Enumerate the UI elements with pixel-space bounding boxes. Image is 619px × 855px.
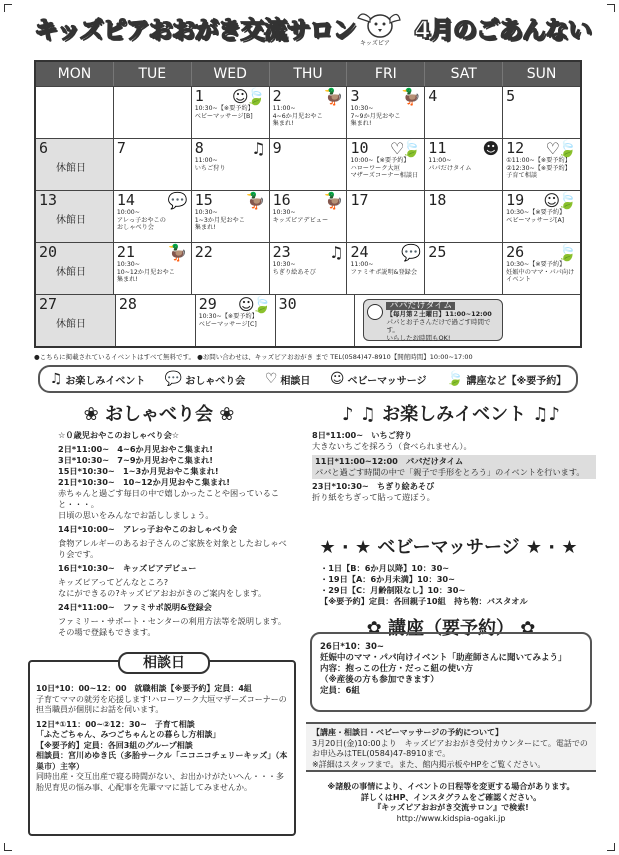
calendar-day-cell (270, 139, 348, 190)
kouza-section (310, 632, 592, 712)
event-desc: 折り紙をちぎって貼って遊ぼう。 (312, 492, 435, 502)
footer (306, 782, 596, 824)
calendar-day-cell (36, 295, 116, 346)
day-number: 2 (272, 87, 282, 105)
papa-face-icon: ☻ (482, 139, 500, 158)
calendar-day-cell (36, 243, 114, 294)
calendar-day-cell (425, 139, 503, 190)
tanoshimi-events (306, 430, 596, 503)
event-line: （※産後の方も参加できます） (320, 675, 439, 685)
papa-time-cell (355, 295, 580, 346)
oshaberi-section (28, 400, 290, 641)
day-event-text: 11:00~ いちご狩り (194, 157, 226, 172)
event-head: 12日*①11：00~②12：30~ 子育て相談 (36, 719, 195, 729)
page-title: キッズピアおおがき交流サロン (34, 16, 356, 44)
calendar-day-cell (196, 295, 276, 346)
legend-item: 💬 おしゃべり会 (164, 371, 246, 387)
leaf-icon: 🍃 (251, 295, 272, 314)
legend-item: ☺ ベビーマッサージ (329, 371, 427, 387)
day-number: 27 (39, 295, 58, 313)
event-line: ・19日【A：6か月未満】10：30~ (320, 574, 455, 584)
event-line: ・29日【C：月齢制限なし】10：30~ (320, 585, 466, 595)
event-head: 26日*10：30~ (320, 642, 385, 652)
section-title: ★ · ★ ベビーマッサージ ★ · ★ (319, 537, 578, 558)
calendar-body (36, 86, 580, 346)
section-title: ♪ ♫ お楽しみイベント ♫♪ (341, 404, 561, 425)
day-number: 25 (428, 243, 447, 261)
crop-mark (4, 843, 12, 851)
event-desc: 子育てママの就労を応援します!ハローワーク大垣マザーズコーナーの担当職員が個別にお話を伺います。 (36, 694, 287, 714)
calendar-day-cell (36, 139, 114, 190)
baby-face-icon: ☺ (237, 295, 255, 314)
day-event-text: 10:30~【※要予約】 ベビーマッサージ[A] (506, 209, 566, 224)
day-number: 20 (39, 243, 58, 261)
music-note-icon: ♫ (329, 243, 344, 262)
event-desc: パパと過ごす時間の中で「親子で手形をとろう」のイベントを行います。 (315, 467, 585, 477)
reservation-body: 3月20日(金)10:00より キッズピアおおがき受付カウンターにて。電話でのお申込みはTEL(0584)47-8910まで。 ※詳細はスタッフまで。また、館内掲示板やHPをご覧ください。 (312, 738, 588, 769)
crop-mark (607, 843, 615, 851)
calendar-day-cell (425, 191, 503, 242)
day-number: 3 (350, 87, 360, 105)
calendar-day-cell (36, 87, 114, 138)
day-event-text: 10:30~【※要予約】 ベビーマッサージ[B] (194, 105, 254, 120)
event-line: ・1日【B：6か月以降】10：30~ (320, 563, 450, 573)
event-desc: ファミリー・サポート・センターの利用方法等を説明します。その場で登録もできます。 (58, 616, 287, 637)
papa-time-box (363, 299, 503, 341)
baby-massage-section (306, 533, 591, 607)
duck-icon: 🦆 (323, 191, 344, 210)
calendar (34, 60, 582, 348)
legend (38, 365, 578, 393)
footer-line: ※諸般の事情により、イベントの日程等を変更する場合があります。 (327, 782, 575, 791)
section-title: ✿ 講座（要予約） ✿ (366, 618, 536, 639)
event-desc: 食物アレルギーのあるお子さんのご家族を対象としたおしゃべり会です。 (58, 538, 287, 559)
calendar-day-cell (192, 243, 270, 294)
event-head: 24日*11:00~ ファミサポ説明&登録会 (58, 602, 212, 612)
day-header: MON (36, 62, 114, 86)
day-number: 19 (506, 191, 525, 209)
event-head: 8日*11:00~ いちご狩り (312, 430, 413, 440)
closed-label: 休館日 (56, 163, 86, 174)
event-staff: 相談員：宮川めゆき氏（多胎サークル「ニコニコチェリーキッズ」（本巣市）主宰） (36, 751, 288, 771)
calendar-day-cell (36, 191, 114, 242)
oshaberi-events (28, 430, 290, 638)
day-number: 1 (194, 87, 204, 105)
duck-icon: 🦆 (167, 243, 188, 262)
day-number: 28 (118, 295, 137, 313)
day-event-text: 10:30~ 7~9か月児おやこ 集まれ! (350, 105, 401, 127)
event-desc: 大きないちごを採ろう（食べられません）。 (312, 441, 472, 451)
day-event-text: 10:30~ 10~12か月児おやこ 集まれ! (116, 261, 175, 283)
calendar-day-cell (425, 243, 503, 294)
day-header: FRI (347, 62, 425, 86)
day-number: 9 (272, 139, 282, 157)
calendar-day-cell (503, 87, 580, 138)
calendar-day-cell (270, 243, 348, 294)
closed-label: 休館日 (56, 267, 86, 278)
day-number: 4 (428, 87, 438, 105)
footer-line: 『キッズピアおおがき交流サロン』で検索! (373, 803, 529, 812)
duck-icon: 🦆 (323, 87, 344, 106)
section-title: 相談日 (118, 652, 210, 674)
leaf-icon: 🍃 (446, 371, 464, 387)
event-head: 23日*10:30~ ちぎり絵あそび (312, 481, 435, 491)
event-line: 定員：6組 (320, 686, 360, 696)
day-number: 6 (39, 139, 49, 157)
reservation-notice (306, 722, 596, 772)
event-line: 妊娠中のママ・パパ向けイベント「助産師さんに聞いてみよう」 (320, 653, 567, 663)
event-line: 15日*10:30~ 1~3か月児おやこ集まれ! (58, 466, 219, 476)
crop-mark (607, 4, 615, 12)
event-desc: 赤ちゃんと過ごす毎日の中で嬉しかったことや困っていること・・・。 日頃の思いをみんなでお話ししましょう。 (58, 488, 280, 520)
calendar-day-cell (270, 87, 348, 138)
day-event-text: 10:30~ 1~3か月児おやこ 集まれ! (194, 209, 245, 231)
calendar-day-cell (114, 243, 192, 294)
event-head: 10日*10：00~12：00 就職相談【※要予約】定員：4組 (36, 684, 252, 693)
event-line: 3日*10:30~ 7~9か月児おやこ集まれ! (58, 455, 213, 465)
crop-mark (4, 4, 12, 12)
calendar-day-cell (347, 87, 425, 138)
day-header: WED (192, 62, 270, 86)
event-head: 14日*10:00~ アレっ子おやこのおしゃべり会 (58, 524, 238, 534)
day-event-text: 11:00~ 4~6か月児おやこ 集まれ! (272, 105, 323, 127)
day-number: 10 (350, 139, 369, 157)
day-header: SUN (526, 66, 557, 82)
day-number: 30 (278, 295, 297, 313)
calendar-day-cell (276, 295, 356, 346)
event-desc: 同時出産・交互出産で寝る時間がない、お出かけがたいへん・・・多胎児育児の悩み事、心配事を先輩ママに話してみませんか。 (36, 772, 284, 792)
calendar-day-cell (192, 139, 270, 190)
closed-label: 休館日 (56, 215, 86, 226)
day-header: TUE (114, 62, 192, 86)
day-event-text: 10:30~【※要予約】 ベビーマッサージ[C] (198, 313, 258, 328)
soudan-section (28, 655, 296, 836)
event-sub: 「ふたごちゃん、みつごちゃんとの暮らし方相談」 (36, 730, 221, 739)
day-event-text: 10:30~【※要予約】 妊娠中のママ・パパ向け イベント (506, 261, 575, 283)
calendar-week (36, 190, 580, 242)
calendar-day-cell (192, 191, 270, 242)
heart-icon: ♡ (264, 371, 278, 387)
papa-time-schedule: 【毎月第２土曜日】11:00~12:00 (386, 310, 492, 318)
logo-text: キッズピア (360, 40, 390, 47)
calendar-day-cell (347, 139, 425, 190)
day-event-text: 10:00~ アレっ子おやこの おしゃべり会 (116, 209, 166, 231)
calendar-day-cell (425, 87, 503, 138)
calendar-day-cell (270, 191, 348, 242)
calendar-day-cell (503, 191, 580, 242)
heart-icon: ♡ (545, 139, 561, 158)
day-event-text: 11:00~ パパだけタイム (428, 157, 472, 172)
chat-icon: 💬 (164, 371, 183, 387)
section-title: ❀ おしゃべり会 ❀ (83, 404, 235, 425)
chat-icon: 💬 (167, 191, 188, 210)
baby-face-icon: ☺ (329, 371, 345, 387)
calendar-day-cell (503, 139, 580, 190)
duck-icon: 🦆 (245, 191, 266, 210)
calendar-header (36, 62, 580, 86)
day-number: 23 (272, 243, 291, 261)
event-line: 内容：抱っこの仕方・だっこ紐の使い方 (320, 664, 474, 674)
notice-text: ●こちらに掲載されているイベントはすべて無料です。 ●お問い合わせは、キッズピアおおがき まで TEL(0584)47-8910【開館時間】10:00~17:00 (34, 353, 473, 361)
calendar-day-cell (347, 243, 425, 294)
day-number: 8 (194, 139, 204, 157)
calendar-week (36, 86, 580, 138)
reservation-title: 【講座・相談日・ベビーマッサージの予約について】 (312, 728, 504, 737)
leaf-icon: 🍃 (245, 87, 266, 106)
footer-url[interactable]: http://www.kidspia-ogaki.jp (396, 813, 506, 823)
day-number: 5 (506, 87, 516, 105)
calendar-week (36, 138, 580, 190)
event-note: 【※要予約】定員：各回3組のグループ相談 (36, 740, 193, 750)
day-event-text: 11:00~ ファミサポ説明&登録会 (350, 261, 418, 276)
day-number: 16 (272, 191, 291, 209)
day-number: 15 (194, 191, 213, 209)
day-number: 22 (194, 243, 213, 261)
legend-item: 🍃 講座など【※要予約】 (446, 371, 567, 387)
day-number: 7 (116, 139, 126, 157)
event-head: 11日*11:00~12:00 パパだけタイム (315, 456, 464, 466)
day-number: 21 (116, 243, 135, 261)
calendar-day-cell (116, 295, 196, 346)
music-note-icon: ♫ (49, 371, 63, 387)
leaf-icon: 🍃 (557, 243, 578, 262)
tanoshimi-section (306, 400, 596, 506)
event-desc: キッズピアってどんなところ? なにができるの?キッズピアおおがきのご案内をします。 (58, 577, 267, 598)
heart-icon: ♡ (389, 139, 405, 158)
day-number: 29 (198, 295, 217, 313)
calendar-day-cell (347, 191, 425, 242)
closed-label: 休館日 (56, 319, 86, 330)
event-head: 16日*10:30~ キッズピアデビュー (58, 563, 197, 573)
day-number: 26 (506, 243, 525, 261)
day-number: 14 (116, 191, 135, 209)
day-event-text: 10:30~ キッズピアデビュー (272, 209, 329, 224)
leaf-icon: 🍃 (557, 139, 578, 158)
day-header: SAT (425, 62, 503, 86)
baby-face-icon: ☺ (231, 87, 249, 106)
calendar-week (36, 294, 580, 346)
day-event-text: ①11:00~【※要予約】 ②12:30~【※要予約】 子育て相談 (506, 157, 571, 179)
calendar-day-cell (114, 87, 192, 138)
chat-icon: 💬 (401, 243, 422, 262)
music-note-icon: ♫ (251, 139, 266, 158)
calendar-day-cell (192, 87, 270, 138)
month-title: 4月のごあんない (414, 16, 591, 44)
day-event-text: 10:30~ ちぎり絵あそび (272, 261, 316, 276)
event-note: 【※要予約】定員：各回親子10組 持ち物：バスタオル (320, 596, 528, 606)
day-number: 13 (39, 191, 58, 209)
papa-time-title: パパだけタイム (386, 302, 455, 310)
title-bar (14, 8, 606, 52)
leaf-icon: 🍃 (401, 139, 422, 158)
calendar-week (36, 242, 580, 294)
event-line: 21日*10:30~ 10~12か月児おやこ集まれ! (58, 477, 231, 487)
day-number: 11 (428, 139, 447, 157)
day-number: 12 (506, 139, 525, 157)
calendar-day-cell (114, 191, 192, 242)
event-group-title: ☆０歳児おやこのおしゃべり会☆ (58, 430, 180, 440)
day-number: 24 (350, 243, 369, 261)
baby-face-icon: ☺ (543, 191, 561, 210)
calendar-day-cell (114, 139, 192, 190)
legend-item: ♫ お楽しみイベント (49, 371, 146, 387)
day-event-text: 10:00~【※要予約】 ハローワーク大垣 マザーズコーナー相談日 (350, 157, 419, 179)
event-line: 2日*11:00~ 4~6か月児おやこ集まれ! (58, 444, 213, 454)
legend-item: ♡ 相談日 (264, 371, 311, 387)
leaf-icon: 🍃 (557, 191, 578, 210)
footer-line: 詳しくはHP、インスタグラムをご確認ください。 (360, 792, 542, 802)
day-number: 18 (428, 191, 447, 209)
papa-time-desc: パパとお子さんだけで過ごす時間です。 いらしたお時間もOK! (386, 318, 491, 342)
day-number: 17 (350, 191, 369, 209)
duck-icon: 🦆 (401, 87, 422, 106)
day-header: THU (270, 62, 348, 86)
calendar-day-cell (503, 243, 580, 294)
papa-face-icon (367, 304, 383, 320)
